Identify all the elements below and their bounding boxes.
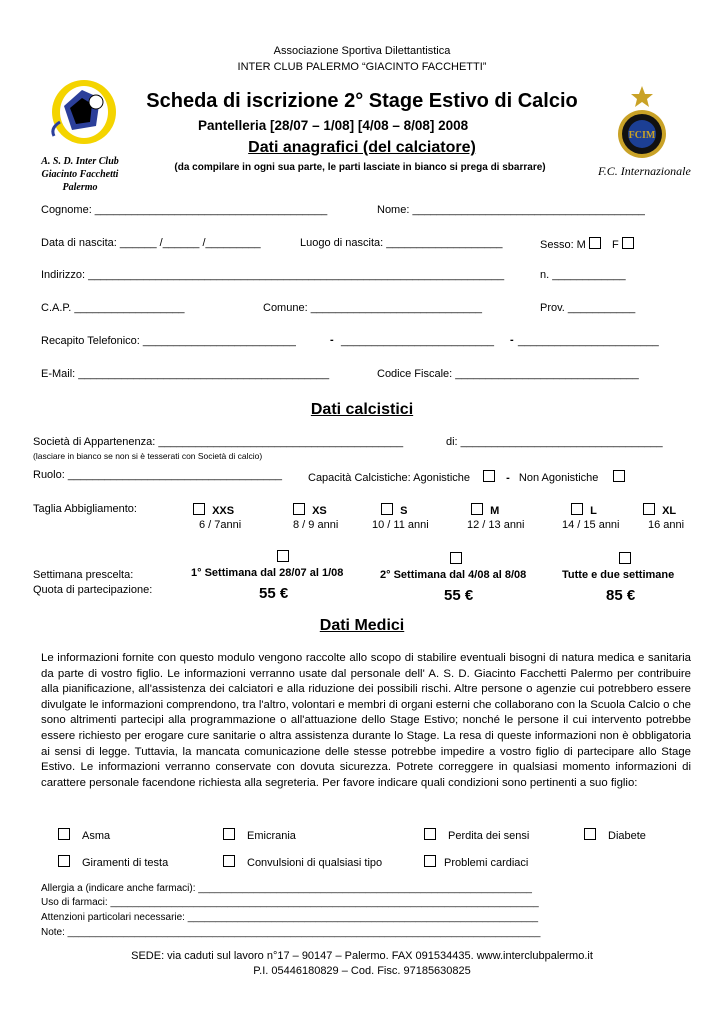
condition-checkbox[interactable]: [223, 828, 235, 840]
form-note: (da compilare in ogni sua parte, le parti lasciate in bianco si prega di sbarrare): [174, 162, 546, 173]
section-calcistici: Dati calcistici: [310, 401, 414, 418]
logo-line-2: Giacinto Facchetti: [41, 169, 119, 180]
uso-farmaci-field[interactable]: Uso di farmaci: _____________________________________________________________________________: [41, 897, 539, 908]
taglia-age: 16 anni: [648, 519, 685, 531]
condition-emicrania[interactable]: [223, 828, 296, 842]
recapito-telefonico-field-2[interactable]: _________________________: [341, 335, 494, 347]
data-nascita-field[interactable]: Data di nascita: ______ /______ /_________: [41, 237, 261, 249]
condition-perdita-sensi[interactable]: [424, 828, 529, 842]
taglia-label: Taglia Abbigliamento:: [33, 503, 137, 515]
taglia-size: L: [590, 505, 597, 517]
capacita-dash: -: [506, 472, 510, 484]
condition-asma[interactable]: [58, 828, 110, 842]
logo-line-3: Palermo: [62, 182, 98, 193]
indirizzo-field[interactable]: Indirizzo: ____________________________________________________________________: [41, 269, 505, 281]
recapito-dash-2: -: [510, 334, 514, 346]
societa-field[interactable]: Società di Appartenenza: ________________________________________: [33, 436, 404, 448]
taglia-xl[interactable]: [643, 503, 676, 517]
quota-settimana-2: 55 €: [444, 587, 474, 604]
condition-giramenti[interactable]: [58, 855, 168, 869]
settimana-entrambe-checkbox[interactable]: [619, 552, 631, 564]
quota-label: Quota di partecipazione:: [33, 584, 153, 596]
luogo-nascita-field[interactable]: Luogo di nascita: ___________________: [300, 237, 503, 249]
codice-fiscale-field[interactable]: Codice Fiscale: ______________________________: [377, 368, 639, 380]
condition-checkbox[interactable]: [58, 855, 70, 867]
sesso-f-checkbox[interactable]: [622, 237, 634, 249]
numero-civico-field[interactable]: n. ____________: [540, 269, 626, 281]
settimana-entrambe-label: Tutte e due settimane: [562, 569, 675, 581]
condition-label: Asma: [82, 830, 111, 842]
settimana-1-checkbox[interactable]: [277, 550, 289, 562]
attenzioni-field[interactable]: Attenzioni particolari necessarie: _______________________________________________________________: [41, 912, 539, 923]
condition-label: Problemi cardiaci: [444, 857, 529, 869]
taglia-xs[interactable]: [293, 503, 327, 517]
taglia-size: S: [400, 505, 408, 517]
taglia-checkbox[interactable]: [471, 503, 483, 515]
logo-line-1: A. S. D. Inter Club: [41, 156, 119, 167]
taglia-checkbox[interactable]: [643, 503, 655, 515]
form-subtitle: Pantelleria [28/07 – 1/08] [4/08 – 8/08] 2008: [198, 118, 469, 133]
sesso-f-label: F: [611, 239, 619, 251]
condition-label: Perdita dei sensi: [448, 830, 530, 842]
capacita-label: Capacità Calcistiche: Agonistiche: [308, 472, 471, 484]
settimana-2-checkbox[interactable]: [450, 552, 462, 564]
taglia-checkbox[interactable]: [293, 503, 305, 515]
allergia-field[interactable]: Allergia a (indicare anche farmaci): ____________________________________________________________: [41, 883, 532, 894]
footer-tax: P.I. 05446180829 – Cod. Fisc. 97185630825: [253, 965, 471, 977]
taglia-size: M: [490, 505, 500, 517]
cognome-field[interactable]: Cognome: ______________________________________: [41, 204, 328, 216]
taglia-checkbox[interactable]: [193, 503, 205, 515]
section-anagrafici: Dati anagrafici (del calciatore): [248, 139, 476, 156]
quota-entrambe: 85 €: [606, 587, 636, 604]
comune-field[interactable]: Comune: ____________________________: [263, 302, 482, 314]
condition-checkbox[interactable]: [223, 855, 235, 867]
sesso-label: Sesso: M: [540, 239, 586, 251]
inter-monogram: FCIM: [628, 130, 656, 141]
non-agonistiche-checkbox[interactable]: [613, 470, 625, 482]
footer-address: SEDE: via caduti sul lavoro n°17 – 90147 – Palermo. FAX 091534435. www.interclubpalermo.it: [131, 950, 593, 962]
condition-label: Emicrania: [247, 830, 296, 842]
capacita-agonistiche: [308, 470, 625, 484]
settimana-1-label: 1° Settimana dal 28/07 al 1/08: [191, 567, 344, 579]
email-field[interactable]: E-Mail: _________________________________________: [41, 368, 330, 380]
societa-citta-field[interactable]: di: _________________________________: [446, 436, 663, 448]
taglia-size: XL: [662, 505, 677, 517]
privacy-paragraph: Le informazioni fornite con questo modulo vengono raccolte allo scopo di stabilire eventuali bisogni di natura medica e sanitaria da parte di vostro figlio. Le informazioni verranno usate dal personale dell' A. S. D. Giacinto Facchetti Palermo per contribuire alla pianificazione, all'assistenza dei calciatori e alla riduzione dei possibili rischi. Altre persone o agenzie cui potrebbero essere divulgate le informazioni comprendono, tra l'altro, volontari e membri di organi esterni che collaborano con la Scuola Calcio o che sono altrimenti partecipi alla programmazione o all'attuazione dello Stage Estivo; nonché le persone il cui intervento potrebbe essere richiesto per erogare cure sanitarie o altra assistenza durante lo Stage. La resa di queste informazioni non è obbligatoria ai sensi di legge. Tuttavia, la mancata comunicazione delle stesse potrebbe impedire a vostro figlio di partecipare allo Stage Estivo. Le informazioni verranno conservate con dovuta sicurezza. Potrete correggere in qualsiasi momento informazioni di carattere personale facendone richiesta alla segreteria. Per favore indicare quali condizioni sono pertinenti a suo figlio:: [41, 652, 691, 789]
note-field[interactable]: Note: _____________________________________________________________________________________: [41, 927, 541, 938]
taglia-size: XXS: [212, 505, 235, 517]
taglia-checkbox[interactable]: [571, 503, 583, 515]
sesso-selector: [540, 237, 634, 251]
agonistiche-checkbox[interactable]: [483, 470, 495, 482]
recapito-dash-1: -: [330, 334, 334, 346]
condition-label: Giramenti di testa: [82, 857, 169, 869]
association-name: Associazione Sportiva Dilettantistica: [273, 45, 451, 57]
non-agonistiche-label: Non Agonistiche: [518, 472, 599, 484]
condition-diabete[interactable]: [584, 828, 646, 842]
section-medici: Dati Medici: [319, 617, 405, 634]
condition-checkbox[interactable]: [424, 828, 436, 840]
quota-settimana-1: 55 €: [259, 585, 289, 602]
settimana-label: Settimana prescelta:: [33, 569, 134, 581]
condition-convulsioni[interactable]: [223, 855, 382, 869]
condition-checkbox[interactable]: [424, 855, 436, 867]
taglia-xxs[interactable]: [193, 503, 234, 517]
taglia-age: 6 / 7anni: [199, 519, 242, 531]
taglia-size: XS: [312, 505, 327, 517]
societa-note: (lasciare in bianco se non si è tesserati con Società di calcio): [33, 451, 263, 461]
club-name: INTER CLUB PALERMO “GIACINTO FACCHETTI”: [237, 61, 487, 73]
settimana-2-label: 2° Settimana dal 4/08 al 8/08: [380, 569, 527, 581]
taglia-l[interactable]: [571, 503, 597, 517]
condition-checkbox[interactable]: [58, 828, 70, 840]
recapito-telefonico-field-3[interactable]: _______________________: [518, 335, 659, 347]
inter-logo: [596, 82, 696, 182]
condition-cardiaci[interactable]: [424, 855, 528, 869]
provincia-field[interactable]: Prov. ___________: [540, 302, 636, 314]
nome-field[interactable]: Nome: ______________________________________: [377, 204, 645, 216]
inter-logo-text: F.C. Internazionale: [598, 164, 691, 178]
taglia-checkbox[interactable]: [381, 503, 393, 515]
sesso-m-checkbox[interactable]: [589, 237, 601, 249]
cap-field[interactable]: C.A.P. __________________: [41, 302, 185, 314]
form-title: Scheda di iscrizione 2° Stage Estivo di Calcio: [146, 90, 578, 112]
condition-checkbox[interactable]: [584, 828, 596, 840]
recapito-telefonico-field[interactable]: Recapito Telefonico: _________________________: [41, 335, 296, 347]
taglia-age: 8 / 9 anni: [293, 519, 339, 531]
taglia-age: 10 / 11 anni: [372, 519, 429, 531]
ruolo-field[interactable]: Ruolo: ___________________________________: [33, 469, 282, 481]
condition-label: Convulsioni di qualsiasi tipo: [247, 857, 383, 869]
taglia-age: 14 / 15 anni: [562, 519, 620, 531]
condition-label: Diabete: [608, 830, 646, 842]
taglia-s[interactable]: [381, 503, 407, 517]
taglia-age: 12 / 13 anni: [467, 519, 525, 531]
taglia-m[interactable]: [471, 503, 499, 517]
